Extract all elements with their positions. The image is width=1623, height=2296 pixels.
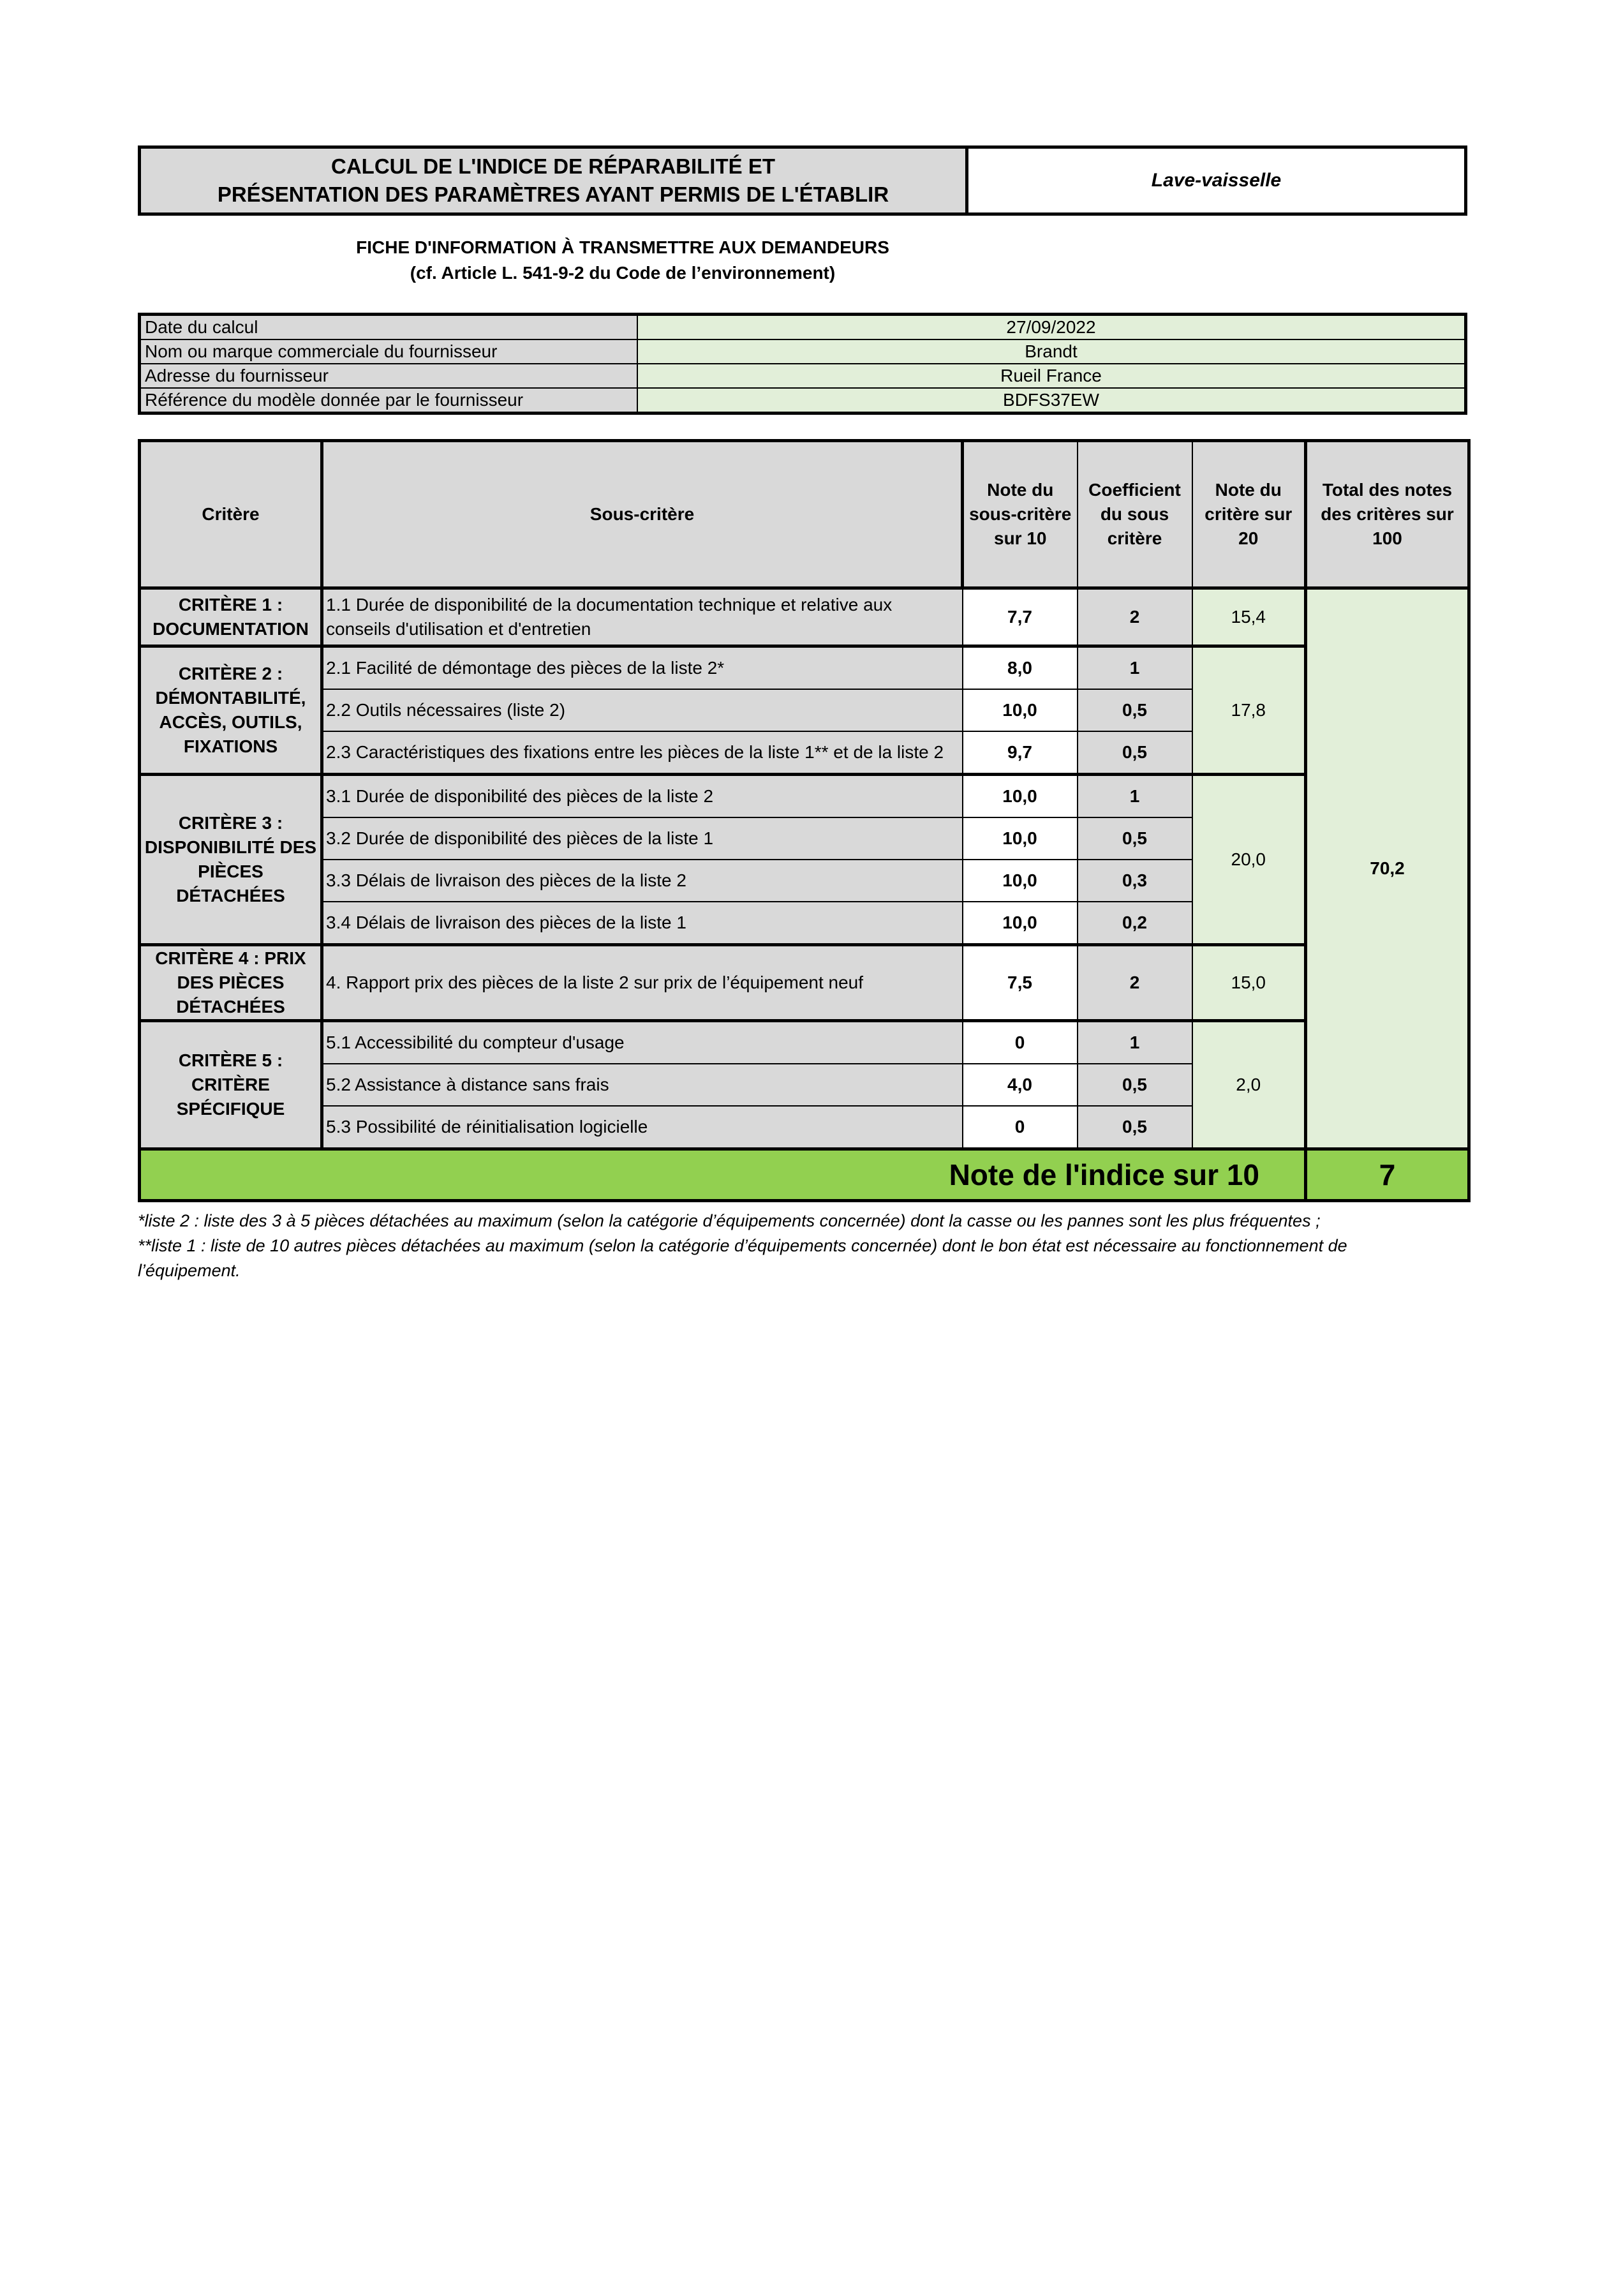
final-score-value: 7 (1306, 1149, 1469, 1201)
info-label: Nom ou marque commerciale du fournisseur (140, 339, 638, 364)
subcriterion-note: 7,5 (963, 945, 1078, 1021)
footnote-2: **liste 1 : liste de 10 autres pièces détachées au maximum (selon la catégorie d’équipements concernée) dont le bon état est nécessaire au fonctionnement de (138, 1236, 1347, 1255)
criterion-2-note20: 17,8 (1192, 646, 1306, 775)
subtitle (138, 235, 1108, 286)
subcriterion-note: 10,0 (963, 902, 1078, 945)
info-row (140, 388, 1466, 414)
table-row (140, 646, 1469, 690)
subcriterion-label: 4. Rapport prix des pièces de la liste 2 sur prix de l’équipement neuf (322, 945, 963, 1021)
subcriterion-coef: 0,3 (1078, 860, 1192, 902)
criterion-5-name: CRITÈRE 5 : CRITÈRE SPÉCIFIQUE (140, 1021, 322, 1149)
subcriterion-label: 5.1 Accessibilité du compteur d'usage (322, 1021, 963, 1064)
info-row (140, 364, 1466, 388)
criterion-3-note20: 20,0 (1192, 775, 1306, 945)
header-table (138, 145, 1467, 216)
product-category: Lave-vaisselle (967, 147, 1466, 214)
subcriterion-coef: 0,5 (1078, 1106, 1192, 1149)
document-title (140, 147, 967, 214)
header-sous-critere: Sous-critère (322, 441, 963, 588)
footnotes (138, 1209, 1467, 1283)
supplier-info-table (138, 313, 1467, 415)
info-value: Brandt (637, 339, 1466, 364)
subcriterion-note: 9,7 (963, 731, 1078, 775)
subcriterion-label: 3.4 Délais de livraison des pièces de la liste 1 (322, 902, 963, 945)
subcriterion-note: 10,0 (963, 689, 1078, 731)
subcriterion-label: 5.3 Possibilité de réinitialisation logicielle (322, 1106, 963, 1149)
subcriterion-label: 2.1 Facilité de démontage des pièces de la liste 2* (322, 646, 963, 690)
info-row (140, 339, 1466, 364)
title-line-2: PRÉSENTATION DES PARAMÈTRES AYANT PERMIS DE L'ÉTABLIR (217, 183, 889, 206)
total-100: 70,2 (1306, 588, 1469, 1149)
header-critere: Critère (140, 441, 322, 588)
final-score-row (140, 1149, 1469, 1201)
table-row (140, 945, 1469, 1021)
table-row (140, 775, 1469, 818)
subcriterion-coef: 1 (1078, 1021, 1192, 1064)
subcriterion-label: 1.1 Durée de disponibilité de la documentation technique et relative aux conseils d'utilisation et d'entretien (322, 588, 963, 646)
subtitle-line-1: FICHE D'INFORMATION À TRANSMETTRE AUX DEMANDEURS (356, 237, 889, 257)
info-value: BDFS37EW (637, 388, 1466, 414)
subcriterion-note: 4,0 (963, 1064, 1078, 1106)
subcriterion-coef: 1 (1078, 646, 1192, 690)
criterion-1-name: CRITÈRE 1 : DOCUMENTATION (140, 588, 322, 646)
repairability-sheet (138, 145, 1467, 1283)
subcriterion-label: 5.2 Assistance à distance sans frais (322, 1064, 963, 1106)
info-label: Adresse du fournisseur (140, 364, 638, 388)
info-label: Date du calcul (140, 315, 638, 340)
header-note-sous-critere: Note du sous-critère sur 10 (963, 441, 1078, 588)
table-row (140, 1021, 1469, 1064)
table-header-row (140, 441, 1469, 588)
info-value: 27/09/2022 (637, 315, 1466, 340)
subtitle-line-2: (cf. Article L. 541-9-2 du Code de l’environnement) (410, 263, 836, 283)
criterion-3-name: CRITÈRE 3 : DISPONIBILITÉ DES PIÈCES DÉTACHÉES (140, 775, 322, 945)
subcriterion-coef: 0,5 (1078, 817, 1192, 860)
subcriterion-note: 7,7 (963, 588, 1078, 646)
criterion-4-note20: 15,0 (1192, 945, 1306, 1021)
table-row (140, 588, 1469, 646)
subcriterion-label: 2.3 Caractéristiques des fixations entre les pièces de la liste 1** et de la liste 2 (322, 731, 963, 775)
header-total: Total des notes des critères sur 100 (1306, 441, 1469, 588)
header-coefficient: Coefficient du sous critère (1078, 441, 1192, 588)
header-note-critere: Note du critère sur 20 (1192, 441, 1306, 588)
subcriterion-label: 3.3 Délais de livraison des pièces de la liste 2 (322, 860, 963, 902)
subcriterion-coef: 2 (1078, 588, 1192, 646)
subcriterion-label: 3.2 Durée de disponibilité des pièces de la liste 1 (322, 817, 963, 860)
subcriterion-note: 0 (963, 1106, 1078, 1149)
subcriterion-coef: 0,5 (1078, 689, 1192, 731)
subcriterion-note: 10,0 (963, 775, 1078, 818)
footnote-3: l’équipement. (138, 1261, 241, 1280)
info-value: Rueil France (637, 364, 1466, 388)
criterion-4-name: CRITÈRE 4 : PRIX DES PIÈCES DÉTACHÉES (140, 945, 322, 1021)
footnote-1: *liste 2 : liste des 3 à 5 pièces détachées au maximum (selon la catégorie d’équipements concernée) dont la casse ou les pannes sont les plus fréquentes ; (138, 1211, 1321, 1230)
criterion-5-note20: 2,0 (1192, 1021, 1306, 1149)
subcriterion-note: 10,0 (963, 860, 1078, 902)
title-line-1: CALCUL DE L'INDICE DE RÉPARABILITÉ ET (331, 154, 775, 178)
subcriterion-label: 2.2 Outils nécessaires (liste 2) (322, 689, 963, 731)
subcriterion-coef: 2 (1078, 945, 1192, 1021)
score-table (138, 439, 1471, 1202)
final-score-label: Note de l'indice sur 10 (140, 1149, 1306, 1201)
subcriterion-label: 3.1 Durée de disponibilité des pièces de la liste 2 (322, 775, 963, 818)
subcriterion-coef: 0,2 (1078, 902, 1192, 945)
subcriterion-coef: 1 (1078, 775, 1192, 818)
subcriterion-note: 8,0 (963, 646, 1078, 690)
subcriterion-note: 10,0 (963, 817, 1078, 860)
criterion-1-note20: 15,4 (1192, 588, 1306, 646)
subcriterion-coef: 0,5 (1078, 1064, 1192, 1106)
info-label: Référence du modèle donnée par le fournisseur (140, 388, 638, 414)
subcriterion-note: 0 (963, 1021, 1078, 1064)
info-row (140, 315, 1466, 340)
criterion-2-name: CRITÈRE 2 : DÉMONTABILITÉ, ACCÈS, OUTILS, FIXATIONS (140, 646, 322, 775)
subcriterion-coef: 0,5 (1078, 731, 1192, 775)
